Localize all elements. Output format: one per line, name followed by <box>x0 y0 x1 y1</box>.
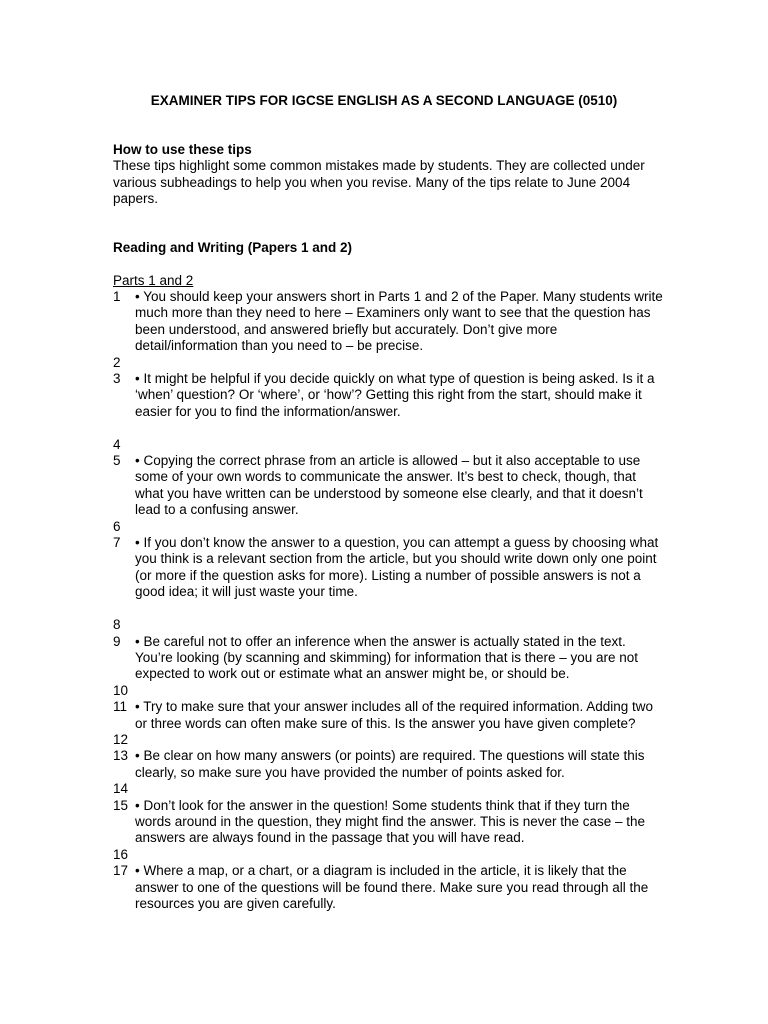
item-number: 7 <box>113 535 121 551</box>
list-item <box>113 355 663 371</box>
item-number: 4 <box>113 436 121 452</box>
reading-writing-heading: Reading and Writing (Papers 1 and 2) <box>113 240 353 255</box>
item-number: 6 <box>113 518 121 534</box>
list-item <box>113 847 663 863</box>
tip-text: • You should keep your answers short in Parts 1 and 2 of the Paper. Many students write much more than they need to here – Examiners only want to see that the question has been understood, and answered briefly but accurately. Don’t give more detail/information than you need to – be precise. <box>135 289 663 354</box>
list-item <box>113 437 663 453</box>
list-item <box>113 634 663 683</box>
list-item <box>113 781 663 797</box>
tips-list <box>113 289 663 912</box>
list-item <box>113 732 663 748</box>
tip-text: • It might be helpful if you decide quickly on what type of question is being asked. Is it a ‘when’ question? Or ‘where’, or ‘how’? Getting this right from the start, should make it easier for you to find the information/answer. <box>135 371 655 419</box>
item-number: 5 <box>113 453 121 469</box>
list-item <box>113 863 663 912</box>
list-item <box>113 699 663 732</box>
tip-text: • If you don’t know the answer to a question, you can attempt a guess by choosing what you think is a relevant section from the article, but you should write down only one point (or more if the question asks for more). Listing a number of possible answers is not a good idea; it will just waste your time. <box>135 535 659 600</box>
tip-text: • Don’t look for the answer in the question! Some students think that if they turn the words around in the question, they might find the answer. This is never the case – the answers are always found in the passage that you will have read. <box>135 797 646 846</box>
list-item <box>113 453 663 519</box>
list-spacer <box>113 420 663 436</box>
tip-text: • Copying the correct phrase from an article is allowed – but it also acceptable to use some of your own words to communicate the answer. It’s best to check, though, that what you have written can be understood by someone else clearly, and that it doesn’t lead to a confusing answer. <box>135 453 643 518</box>
item-number: 13 <box>113 748 129 764</box>
item-number: 16 <box>113 846 129 862</box>
list-item <box>113 683 663 699</box>
list-spacer <box>113 601 663 617</box>
item-number: 14 <box>113 781 129 797</box>
list-item <box>113 798 663 847</box>
parts-subheading: Parts 1 and 2 <box>113 273 194 288</box>
item-number: 8 <box>113 617 121 633</box>
item-number: 17 <box>113 863 129 879</box>
item-number: 10 <box>113 682 129 698</box>
tip-text: • Be clear on how many answers (or points) are required. The questions will state this clearly, so make sure you have provided the number of points asked for. <box>135 748 645 780</box>
item-number: 1 <box>113 289 121 304</box>
how-to-use-heading: How to use these tips <box>113 142 252 157</box>
tip-text: • Be careful not to offer an inference when the answer is actually stated in the text. You’re looking (by scanning and skimming) for information that is there – you are not expected to work out or estimate what an answer might be, or should be. <box>135 633 639 682</box>
item-number: 15 <box>113 797 129 813</box>
list-item <box>113 535 663 601</box>
list-item <box>113 748 663 781</box>
item-number: 9 <box>113 633 121 649</box>
list-item <box>113 371 663 420</box>
list-item <box>113 289 663 355</box>
list-item <box>113 519 663 535</box>
how-to-use-paragraph: These tips highlight some common mistakes made by students. They are collected under various subheadings to help you when you revise. Many of the tips relate to June 2004 papers. <box>113 158 645 206</box>
list-item <box>113 617 663 633</box>
item-number: 3 <box>113 371 121 387</box>
tip-text: • Try to make sure that your answer includes all of the required information. Adding two or three words can often make sure of this. Is the answer you have given complete? <box>135 699 653 731</box>
item-number: 11 <box>113 699 128 715</box>
document-title: EXAMINER TIPS FOR IGCSE ENGLISH AS A SECOND LANGUAGE (0510) <box>150 93 618 108</box>
item-number: 2 <box>113 354 121 370</box>
tip-text: • Where a map, or a chart, or a diagram is included in the article, it is likely that the answer to one of the questions will be found there. Make sure you read through all the resources you are given carefully. <box>135 863 649 911</box>
item-number: 12 <box>113 731 129 747</box>
